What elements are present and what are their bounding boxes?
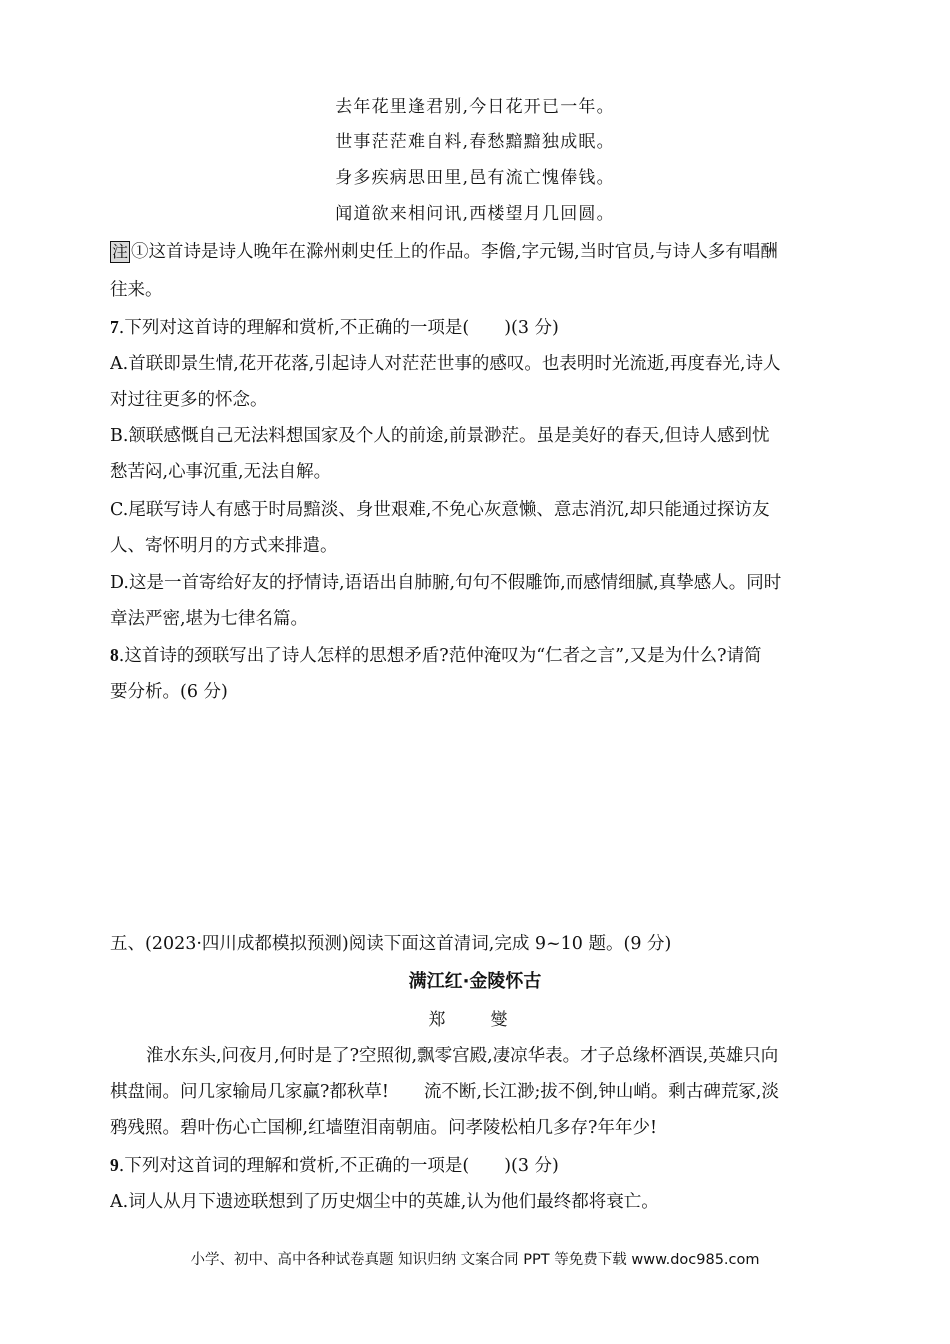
poem-line-4: 闻道欲来相问讯,西楼望月几回圆。 (335, 204, 615, 224)
option-7c-line-2: 人、寄怀明月的方式来排遣。 (110, 536, 338, 556)
question-9-stem: 9.下列对这首词的理解和赏析,不正确的一项是( )(3 分) (110, 1155, 559, 1176)
page-footer: 小学、初中、高中各种试卷真题 知识归纳 文案合同 PPT 等免费下载 www.doc985.com (190, 1252, 760, 1268)
option-7d-line-2: 章法严密,堪为七律名篇。 (110, 609, 309, 629)
section-5-heading: 五、(2023·四川成都模拟预测)阅读下面这首清词,完成 9~10 题。(9 分) (110, 934, 672, 954)
ci-line-1: 淮水东头,问夜月,何时是了?空照彻,飘零宫殿,凄凉华表。才子总缘杯酒误,英雄只向 (146, 1046, 779, 1066)
question-7-number: 7 (110, 317, 119, 337)
note-text: ①这首诗是诗人晚年在滁州刺史任上的作品。李儋,字元锡,当时官员,与诗人多有唱酬 (131, 242, 778, 262)
poem-line-1: 去年花里逢君别,今日花开已一年。 (335, 97, 615, 117)
note-line-1 (110, 238, 842, 263)
option-7b-line-2: 愁苦闷,心事沉重,无法自解。 (110, 462, 332, 482)
note-line-2: 往来。 (110, 280, 163, 300)
option-7c-line-1: C.尾联写诗人有感于时局黯淡、身世艰难,不免心灰意懒、意志消沉,却只能通过探访友 (110, 500, 770, 520)
question-8-number: 8 (110, 645, 119, 665)
ci-title: 满江红·金陵怀古 (408, 971, 542, 992)
question-8-line-2: 要分析。(6 分) (110, 682, 228, 702)
poem-line-3: 身多疾病思田里,邑有流亡愧俸钱。 (335, 168, 615, 188)
ci-line-2: 棋盘闹。问几家输局几家赢?都秋草! 流不断,长江渺;拔不倒,钟山峭。剩古碑荒冢,淡 (110, 1082, 779, 1102)
option-7a-line-2: 对过往更多的怀念。 (110, 390, 268, 410)
option-7a-line-1: A.首联即景生情,花开花落,引起诗人对茫茫世事的感叹。也表明时光流逝,再度春光,诗人 (110, 354, 781, 374)
poem-line-2: 世事茫茫难自料,春愁黯黯独成眠。 (335, 132, 615, 152)
ci-line-3: 鸦残照。碧叶伤心亡国柳,红墙堕泪南朝庙。问孝陵松柏几多存?年年少! (110, 1118, 657, 1138)
option-9a: A.词人从月下遗迹联想到了历史烟尘中的英雄,认为他们最终都将衰亡。 (110, 1192, 659, 1212)
question-7-stem: 7.下列对这首诗的理解和赏析,不正确的一项是( )(3 分) (110, 317, 559, 338)
option-7d-line-1: D.这是一首寄给好友的抒情诗,语语出自肺腑,句句不假雕饰,而感情细腻,真挚感人。同时 (110, 573, 782, 593)
question-9-number: 9 (110, 1155, 119, 1175)
question-8-line-1: 8.这首诗的颈联写出了诗人怎样的思想矛盾?范仲淹叹为“仁者之言”,又是为什么?请简 (110, 645, 762, 666)
option-7b-line-1: B.颔联感慨自己无法料想国家及个人的前途,前景渺茫。虽是美好的春天,但诗人感到忧 (110, 426, 770, 446)
note-mark: 注 (112, 242, 129, 261)
ci-author: 郑 燮 (428, 1010, 522, 1030)
